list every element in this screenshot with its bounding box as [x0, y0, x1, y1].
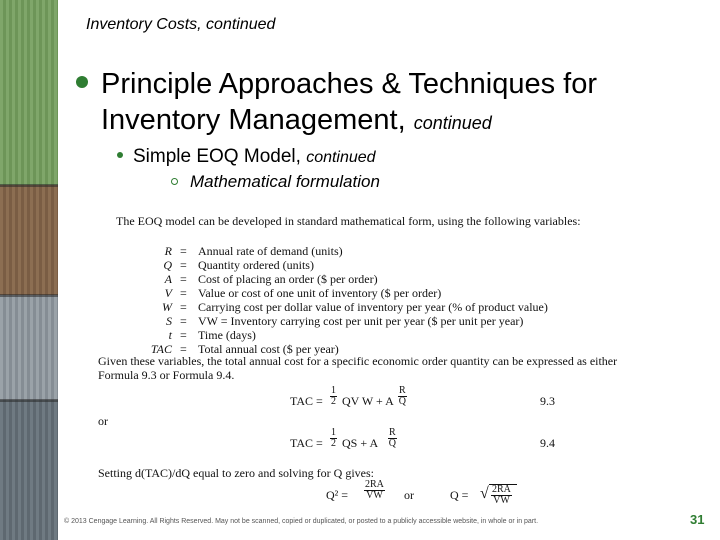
variable-symbol: TAC: [150, 342, 172, 356]
slide-header: Inventory Costs, continued: [86, 16, 276, 33]
formula-number: 9.3: [540, 394, 555, 408]
fraction-2ra-over-vw: [364, 480, 385, 501]
variable-row: [96, 300, 626, 314]
equals-sign: =: [180, 300, 187, 314]
formula-term: QS + A: [342, 436, 379, 450]
formula-9-4: [290, 428, 590, 460]
variable-row: [96, 258, 626, 272]
equals-sign: =: [180, 314, 187, 328]
fraction-denominator: VW: [493, 495, 510, 506]
equals-sign: =: [180, 272, 187, 286]
variable-symbol: W: [162, 300, 172, 314]
fraction-numerator: 1: [331, 427, 336, 438]
variable-symbol: S: [166, 314, 172, 328]
fraction-numerator: 2RA: [365, 479, 384, 490]
fraction-2ra-over-vw: [491, 485, 512, 506]
container-seam: [0, 294, 58, 297]
level2-main-text: Simple EOQ Model,: [133, 146, 301, 167]
setting-text: Setting d(TAC)/dQ equal to zero and solving for Q gives:: [98, 466, 374, 480]
formula-lhs: TAC =: [290, 436, 323, 450]
fraction-denominator: Q: [388, 438, 396, 449]
variable-description: Annual rate of demand (units): [198, 244, 343, 258]
variable-description: VW = Inventory carrying cost per unit per year ($ per unit per year): [198, 314, 524, 328]
green-container: [0, 0, 58, 185]
textbook-excerpt: [96, 210, 626, 510]
formula-lhs: TAC =: [290, 394, 323, 408]
variable-row: [96, 286, 626, 300]
formula-9-3: [290, 386, 590, 418]
shipping-container-image: [0, 0, 58, 540]
bullet-circle-icon: [171, 178, 178, 185]
level1-continued-text: continued: [413, 113, 492, 133]
level3-bullet-text: Mathematical formulation: [190, 172, 380, 191]
variable-row: [96, 314, 626, 328]
level1-bullet-text: [101, 66, 701, 141]
variable-description: Value or cost of one unit of inventory ($ per order): [198, 286, 442, 300]
formula-term: QV W + A: [342, 394, 394, 408]
fraction-one-half: [330, 386, 337, 407]
level2-bullet-text: [133, 146, 376, 168]
variable-description: Cost of placing an order ($ per order): [198, 272, 378, 286]
fraction-denominator: 2: [331, 438, 336, 449]
equals-sign: =: [180, 328, 187, 342]
variable-description: Time (days): [198, 328, 256, 342]
formula-number: 9.4: [540, 436, 555, 450]
container-seam: [0, 399, 58, 402]
bullet-dot-icon: [76, 76, 88, 88]
variable-symbol: t: [168, 328, 172, 342]
variable-row: [96, 328, 626, 342]
excerpt-intro: The EOQ model can be developed in standard mathematical form, using the following variables:: [116, 214, 581, 228]
variable-symbol: A: [164, 272, 172, 286]
q-squared-lhs: Q² =: [326, 488, 349, 502]
variable-row: [96, 244, 626, 258]
fraction-numerator: 1: [331, 385, 336, 396]
variable-description: Quantity ordered (units): [198, 258, 314, 272]
fraction-numerator: R: [389, 427, 396, 438]
copyright-footer: © 2013 Cengage Learning. All Rights Reserved. May not be scanned, copied or duplicated, or posted to a publicly accessible website, in whole or in part.: [64, 518, 539, 525]
fraction-denominator: VW: [366, 490, 383, 501]
square-root-icon: √: [480, 485, 489, 502]
equals-sign: =: [180, 342, 187, 356]
excerpt-given-text: Given these variables, the total annual cost for a specific economic order quantity can be expressed as either Formula 9.3 or Formula 9.4.: [98, 354, 618, 382]
fraction-denominator: Q: [398, 396, 406, 407]
level1-main-text: Principle Approaches & Techniques for Inventory Management,: [101, 68, 597, 136]
variable-symbol: R: [164, 244, 172, 258]
grey-container: [0, 295, 58, 400]
or-label: or: [404, 488, 414, 502]
bullet-dot-icon: [117, 152, 123, 158]
variable-description: Total annual cost ($ per year): [198, 342, 339, 356]
level2-continued-text: continued: [306, 149, 376, 166]
page-number: 31: [690, 512, 705, 527]
equals-sign: =: [180, 286, 187, 300]
fraction-r-over-q: [398, 386, 407, 407]
dark-container: [0, 400, 58, 540]
equals-sign: =: [180, 258, 187, 272]
variable-symbol: Q: [163, 258, 172, 272]
fraction-r-over-q: [388, 428, 397, 449]
fraction-denominator: 2: [331, 396, 336, 407]
variable-description: Carrying cost per dollar value of inventory per year (% of product value): [198, 300, 548, 314]
fraction-one-half: [330, 428, 337, 449]
equals-sign: =: [180, 244, 187, 258]
variable-symbol: V: [164, 286, 172, 300]
q-lhs: Q =: [450, 488, 469, 502]
fraction-numerator: R: [399, 385, 406, 396]
container-seam: [0, 184, 58, 187]
or-label: or: [98, 414, 108, 428]
eoq-solution: [326, 480, 626, 514]
variable-row: [96, 272, 626, 286]
brown-container: [0, 185, 58, 295]
fraction-numerator: 2RA: [492, 484, 511, 495]
